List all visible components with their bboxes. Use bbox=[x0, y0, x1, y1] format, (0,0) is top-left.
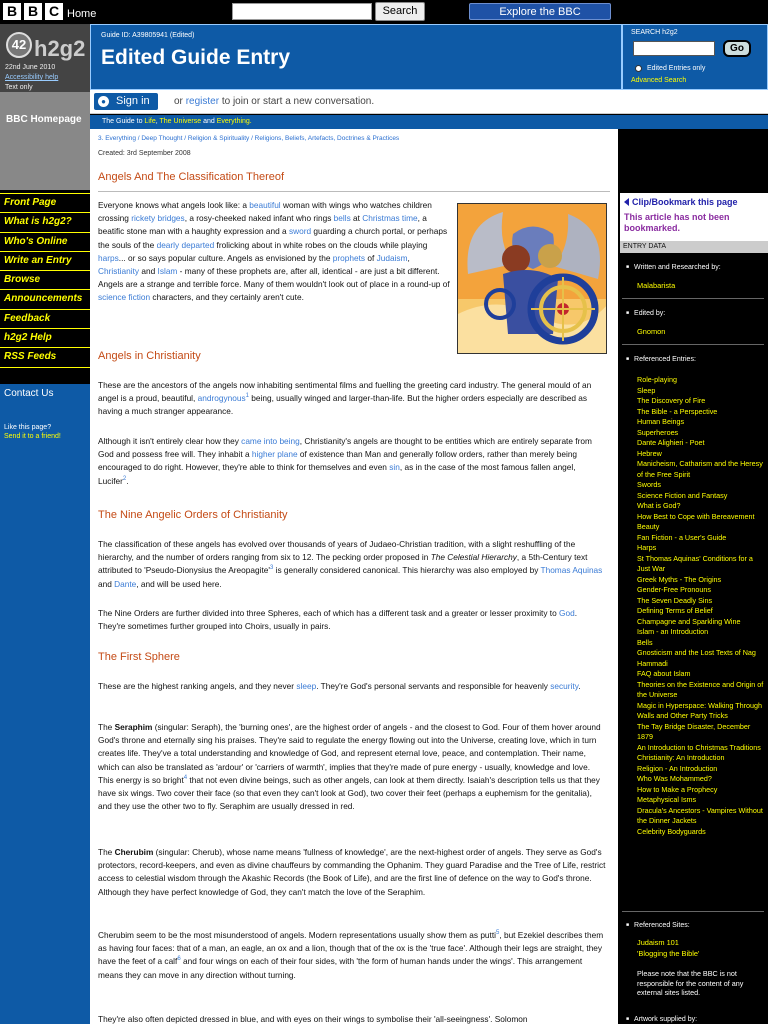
link-higher-plane[interactable]: higher plane bbox=[251, 449, 298, 460]
divider bbox=[98, 191, 610, 192]
referenced-entry-link[interactable]: An Introduction to Christmas Traditions bbox=[637, 742, 761, 752]
paragraph: The classification of these angels has evolved over thousands of years of Judaeo-Christian tradition, with a slight reshuffling of the hierarchy, and the number of orders ranging from six to 12. The pecking order proposed in The Celestial Hierarchy, a 5th-Century text attributed to 'Pseudo-Dionysius the $Areopagite'^3$ is generally considered canonical. This hierarchy was also employed by Thomas Aquinas and Dante, and will be used here. bbox=[98, 539, 603, 589]
link-androgynous[interactable]: androgynous bbox=[197, 393, 246, 404]
paragraph: These are the highest ranking angels, and they never sleep. They're God's personal servants and responsible for heavenly security. bbox=[98, 681, 581, 691]
cherub-illustration-art bbox=[458, 204, 607, 354]
link-islam[interactable]: Islam bbox=[157, 266, 178, 277]
referenced-entry-link[interactable]: How Best to Cope with Bereavement bbox=[637, 511, 755, 521]
paragraph: These are the ancestors of the angels now inhabiting sentimental films and fuelling the greeting card industry. The general mould of an angel is a proud, beautiful, androgynous$^1$ being, usually winged and larger-than-life. But the higher orders especially are described as having a much stranger appearance. bbox=[98, 380, 592, 417]
link-beautiful[interactable]: beautiful bbox=[249, 200, 281, 210]
referenced-entry-link[interactable]: Harps bbox=[637, 543, 657, 552]
intro-paragraph: Everyone knows what angels look like: a beautiful woman with wings who watches children crossing rickety bridges, a rosy-cheeked naked infant who rings bells at Christmas time, a beatific stone man with a haughty expression and a sword guarding a church portal, or perhaps the souls of the dearly departed frolicking about in white robes on the clouds while playing harps... or so says popular culture. Angels as envisioned by the prophets of Judaism, Christianity and Islam - many of these prophets are, after all, identical - are just a bit different. Angels are a strange and terrible force. Many of them wouldn't look out of place in a round-up of science fiction characters, and they certainly aren't cute. bbox=[98, 200, 450, 303]
referenced-entry-link[interactable]: Metaphysical Isms bbox=[637, 795, 697, 804]
go-button[interactable]: Go bbox=[723, 40, 751, 57]
referenced-entry-link[interactable]: St Thomas Aquinas' Conditions for a Just War bbox=[637, 553, 753, 573]
current-date: 22nd June 2010 bbox=[5, 64, 56, 71]
referenced-entry-link[interactable]: Beauty bbox=[637, 522, 660, 531]
text-only-link[interactable]: Text only bbox=[5, 84, 33, 91]
nav-front-page[interactable]: Front Page bbox=[0, 194, 90, 213]
send-to-friend-link[interactable]: Send it to a friend! bbox=[4, 433, 61, 440]
right-sidebar bbox=[618, 193, 768, 1024]
paragraph: They're also often depicted dressed in blue, and with eyes on their wings to symbolise their 'all-seeingness'. Solomon bbox=[98, 1014, 528, 1024]
advanced-search-link[interactable]: Advanced Search bbox=[631, 77, 687, 84]
divider bbox=[622, 911, 764, 912]
h2g2-logo-icon[interactable]: 42 bbox=[6, 32, 32, 58]
site-link[interactable]: Judaism 101 bbox=[637, 938, 679, 947]
referenced-entry-link[interactable]: Champagne and Sparkling Wine bbox=[637, 616, 741, 626]
bbc-search-input[interactable] bbox=[232, 3, 372, 20]
referenced-entry-link[interactable]: Greek Myths - The Origins bbox=[637, 574, 722, 584]
nav-feedback[interactable]: Feedback bbox=[0, 310, 90, 329]
bookmark-status: This article has not been bookmarked. bbox=[624, 212, 730, 233]
referenced-entry-link[interactable]: Bells bbox=[637, 637, 653, 647]
nav-h2g2-help[interactable]: h2g2 Help bbox=[0, 329, 90, 348]
referenced-entry-link[interactable]: Human Beings bbox=[637, 417, 685, 426]
radio-button-icon[interactable] bbox=[635, 65, 642, 72]
universe-link[interactable]: The Universe bbox=[159, 118, 202, 125]
arrow-left-icon bbox=[624, 198, 629, 206]
search-panel bbox=[622, 24, 768, 90]
referenced-entry-link[interactable]: Sleep bbox=[637, 385, 656, 395]
referenced-entry-link[interactable]: How to Make a Prophecy bbox=[637, 784, 718, 794]
h2g2-search-input[interactable] bbox=[633, 41, 715, 56]
referenced-entry-link[interactable]: Who Was Mohammed? bbox=[637, 774, 712, 783]
heading-angels-in-christianity: Angels in Christianity bbox=[98, 350, 201, 362]
link-sleep[interactable]: sleep bbox=[296, 681, 317, 691]
page-header bbox=[90, 24, 622, 90]
link-security[interactable]: security bbox=[550, 681, 579, 691]
like-this-page-text: Like this page? bbox=[4, 424, 52, 431]
referenced-entry-link[interactable]: Defining Terms of Belief bbox=[637, 606, 713, 615]
referenced-label: ■ Referenced Entries: bbox=[626, 356, 696, 363]
editor-link[interactable]: Gnomon bbox=[637, 327, 666, 336]
left-grey-panel bbox=[0, 92, 90, 190]
created-date: Created: 3rd September 2008 bbox=[98, 150, 191, 157]
home-link[interactable]: Home bbox=[67, 8, 97, 20]
referenced-entry-link[interactable]: Science Fiction and Fantasy bbox=[637, 490, 728, 500]
link-dearly-departed[interactable]: dearly departed bbox=[156, 239, 215, 250]
referenced-entry-link[interactable]: Magic in Hyperspace: Walking Through Walls and Other Party Tricks bbox=[637, 700, 763, 720]
nav-whos-online[interactable]: Who's Online bbox=[0, 233, 90, 252]
link-prophets[interactable]: prophets bbox=[332, 252, 366, 263]
tagline-text: The Guide to bbox=[102, 118, 143, 125]
tagline-comma: , bbox=[155, 118, 158, 125]
paragraph: Cherubim seem to be the most misunderstood of angels. Modern representations usually show them as putti$^5$, but Ezekiel describes them as having four faces: that of a man, an eagle, an ox and a lion, though that of the ox is the 'true face'. Although their legs are straight, they have the feet of a calf$^6$ and four wings on each of their four sides, with 'the form of human hands under the wings'. This arrangement means they can move in any direction without turning. bbox=[98, 930, 604, 980]
link-bells[interactable]: bells bbox=[333, 213, 351, 224]
clip-bookmark-link[interactable]: Clip/Bookmark this page bbox=[632, 197, 738, 207]
footnote-ref[interactable]: 1 bbox=[245, 393, 249, 400]
sites-label: ■ Referenced Sites: bbox=[626, 922, 690, 929]
link-christianity[interactable]: Christianity bbox=[98, 266, 140, 277]
referenced-entry-link[interactable]: Christianity: An Introduction bbox=[637, 753, 725, 762]
link-sword[interactable]: sword bbox=[288, 226, 312, 237]
bbc-search-button[interactable]: Search bbox=[375, 2, 425, 21]
search-label: SEARCH h2g2 bbox=[631, 29, 678, 36]
user-icon: ● bbox=[98, 96, 109, 107]
nav-what-is-h2g2[interactable]: What is h2g2? bbox=[0, 213, 90, 232]
edited-only-option[interactable] bbox=[635, 65, 705, 72]
paragraph-cherubim: The Cherubim (singular: Cherub), whose name means 'fullness of knowledge', are the next-highest order of angels. They serve as God's protectors, record-keepers, and even as divine chauffeurs by commanding the Ophanim. They guard Paradise and the Tree of Life, restrict access to celestial wisdom through the Akashic Records (the Book of Life), and are the first line of defence on the way to God's throne. Although they have perfect knowledge of God, they can't match the love of the Seraphim. bbox=[98, 847, 606, 897]
or-text: or bbox=[174, 96, 183, 107]
edited-only-label: Edited Entries only bbox=[647, 65, 706, 72]
page-title: Edited Guide Entry bbox=[101, 46, 291, 69]
referenced-entry-link[interactable]: The Bible - a Perspective bbox=[637, 406, 718, 416]
referenced-entry-link[interactable]: Swords bbox=[637, 480, 661, 489]
footnote-ref[interactable]: 2 bbox=[122, 475, 127, 482]
referenced-entry-link[interactable]: What is God? bbox=[637, 501, 681, 510]
link-judaism[interactable]: Judaism bbox=[376, 252, 408, 263]
sign-in-button[interactable] bbox=[94, 93, 158, 110]
article-body bbox=[90, 129, 618, 1024]
link-christmas-time[interactable]: Christmas time bbox=[362, 213, 418, 224]
link-sin[interactable]: sin bbox=[389, 462, 400, 473]
link-rickety-bridges[interactable]: rickety bridges bbox=[131, 213, 185, 224]
paragraph-seraphim: The Seraphim (singular: Seraph), the 'burning ones', are the highest order of angels - and the closest to God. Four of them hover around God's throne and eternally sing his praises. They're said to regulate the energy flowing out into the Universe, creating love, which in turn creates life. They've a total understanding and knowledge of God, and represent eternal love, peace, and contemplation. Their name, which can also be translated as 'ardour' or 'carriers of warmth', implies that they're made of pure energy - usually, knowledge and love. This energy is so bright$^4$ that not even divine beings, such as other angels, can look at them directly. Isaiah's description tells us that they have six wings. Two cover their face (so that even they can't look at God), two cover their feet (perhaps a euphemism for the genitalia), and they use the other two to fly. Seraphim are usually dressed in red. bbox=[98, 722, 601, 812]
referenced-entry-link[interactable]: Religion - An Introduction bbox=[637, 763, 718, 773]
bbc-logo-b2[interactable]: B bbox=[24, 3, 42, 20]
left-blue-panel bbox=[0, 384, 90, 1024]
author-link[interactable]: Malabarista bbox=[637, 281, 676, 290]
referenced-entry-link[interactable]: FAQ about Islam bbox=[637, 669, 691, 678]
referenced-entry-link[interactable]: Gnosticism and the Lost Texts of Nag Hammadi bbox=[637, 648, 756, 668]
explore-bbc-button[interactable]: Explore the BBC bbox=[469, 3, 611, 20]
h2g2-logo-panel bbox=[0, 24, 90, 92]
referenced-entry-link[interactable]: The Discovery of Fire bbox=[637, 396, 706, 405]
footnote-ref[interactable]: 5 bbox=[496, 930, 500, 937]
divider bbox=[622, 298, 764, 299]
written-label: ■ Written and Researched by: bbox=[626, 264, 721, 271]
edited-label: ■ Edited by: bbox=[626, 310, 665, 317]
heading-nine-angelic-orders: The Nine Angelic Orders of Christianity bbox=[98, 509, 288, 521]
everything-link[interactable]: Everything. bbox=[216, 118, 252, 125]
breadcrumb[interactable]: 3. Everything / Deep Thought / Religion & Spirituality / Religions, Beliefs, Artefacts, Doctrines & Practices bbox=[98, 135, 400, 142]
bbc-logo-c[interactable]: C bbox=[45, 3, 63, 20]
nav-write-an-entry[interactable]: Write an Entry bbox=[0, 252, 90, 271]
nav-browse[interactable]: Browse bbox=[0, 271, 90, 290]
heading-first-sphere: The First Sphere bbox=[98, 651, 180, 663]
link-harps[interactable]: harps bbox=[98, 252, 119, 263]
referenced-entry-link[interactable]: The Tay Bridge Disaster, December 1879 bbox=[637, 721, 751, 741]
footnote-ref[interactable]: 4 bbox=[183, 775, 188, 782]
guide-id: Guide ID: A39805941 (Edited) bbox=[101, 32, 195, 39]
referenced-entry-link[interactable]: Islam - an Introduction bbox=[637, 627, 709, 636]
referenced-entry-link[interactable]: Dracula's Ancestors - Vampires Without the Dinner Jackets bbox=[637, 805, 763, 825]
link-thomas-aquinas[interactable]: Thomas Aquinas bbox=[540, 565, 603, 576]
register-link[interactable]: register bbox=[185, 96, 220, 107]
referenced-entry-link[interactable]: Manicheism, Catharism and the Heresy of the Free Spirit bbox=[637, 459, 763, 479]
tagline-and: and bbox=[203, 118, 215, 125]
referenced-entries-list bbox=[637, 375, 765, 837]
referenced-entry-link[interactable]: Gender-Free Pronouns bbox=[637, 585, 711, 594]
divider bbox=[622, 344, 764, 345]
left-navigation bbox=[0, 193, 90, 383]
link-science-fiction[interactable]: science fiction bbox=[98, 292, 151, 303]
cherub-illustration bbox=[457, 203, 607, 354]
article-title: Angels And The Classification Thereof bbox=[98, 171, 285, 183]
referenced-entry-link[interactable]: Theories on the Existence and Origin of the Universe bbox=[637, 679, 764, 699]
referenced-entry-link[interactable]: Dante Alighieri - Poet bbox=[637, 438, 705, 447]
bbc-top-bar bbox=[0, 0, 768, 24]
link-came-into-being[interactable]: came into being bbox=[241, 436, 300, 446]
h2g2-logo-text[interactable]: h2g2 bbox=[34, 36, 86, 61]
referenced-entry-link[interactable]: The Seven Deadly Sins bbox=[637, 595, 713, 605]
entry-data-header: ENTRY DATA bbox=[620, 241, 768, 253]
footnote-ref[interactable]: 3 bbox=[269, 565, 274, 572]
contact-us-link[interactable]: Contact Us bbox=[4, 388, 54, 399]
link-god[interactable]: God bbox=[559, 608, 575, 618]
sign-in-label: Sign in bbox=[116, 95, 150, 107]
sign-in-prompt bbox=[174, 96, 374, 107]
life-link[interactable]: Life bbox=[144, 118, 156, 125]
nav-announcements[interactable]: Announcements bbox=[0, 290, 90, 309]
site-link[interactable]: 'Blogging the Bible' bbox=[637, 949, 700, 958]
nav-rss-feeds[interactable]: RSS Feeds bbox=[0, 348, 90, 367]
referenced-entry-link[interactable]: Fan Fiction - a User's Guide bbox=[637, 532, 727, 542]
external-sites-disclaimer: Please note that the BBC is not responsible for the content of any external sites listed. bbox=[637, 969, 744, 998]
guide-tagline-bar bbox=[90, 115, 768, 129]
referenced-entry-link[interactable]: Superheroes bbox=[637, 427, 679, 437]
clip-box bbox=[620, 193, 768, 241]
paragraph: The Nine Orders are further divided into three Spheres, each of which has a different task and a greater or lesser proximity to God. They're sometimes further grouped into Choirs, usually in pairs. bbox=[98, 608, 578, 632]
referenced-entry-link[interactable]: Hebrew bbox=[637, 448, 662, 458]
join-text: to join or start a new conversation. bbox=[221, 96, 375, 107]
sign-in-bar bbox=[90, 90, 768, 114]
link-dante[interactable]: Dante bbox=[114, 578, 137, 589]
accessibility-help-link[interactable]: Accessibility help bbox=[5, 74, 59, 81]
artwork-label: ■ Artwork supplied by: bbox=[626, 1016, 697, 1023]
referenced-entry-link[interactable]: Celebrity Bodyguards bbox=[637, 826, 706, 836]
paragraph: Although it isn't entirely clear how they came into being, Christianity's angels are thought to be entities which are entirely separate from God and possess free will. They inhabit a higher plane of existence than Man and generally follow orders, rather than merely being encouraged to do right. However, they're able to think for themselves and even sin, as in the case of the most famous fallen angel, Lucifer$^2$. bbox=[98, 436, 592, 486]
bbc-logo-b1[interactable]: B bbox=[3, 3, 21, 20]
footnote-ref[interactable]: 6 bbox=[177, 956, 181, 963]
referenced-entry-link[interactable]: Role-playing bbox=[637, 375, 677, 384]
bbc-homepage-link[interactable]: BBC Homepage bbox=[6, 114, 82, 125]
